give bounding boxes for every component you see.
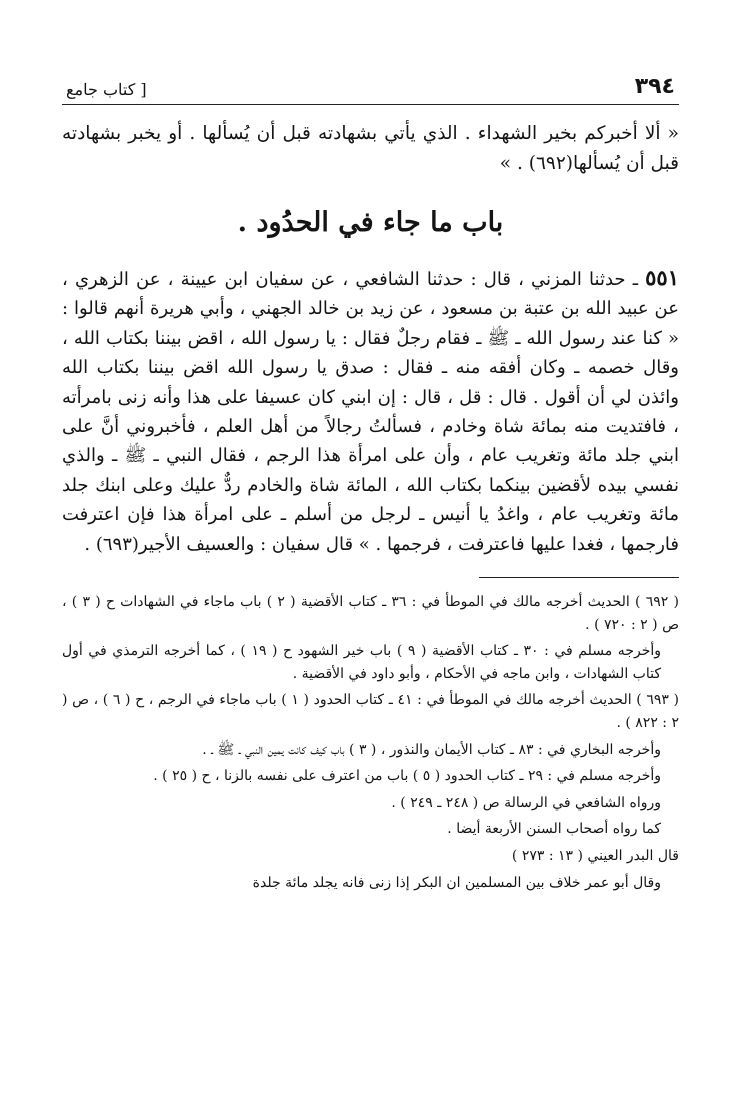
footnote-separator	[479, 577, 679, 578]
footnote-693-bukhari: وأخرجه البخاري في : ٨٣ ـ كتاب الأيمان والنذور ، ( ٣ ) باب كيف كانت يمين النبي ـ ﷺ ـ .	[202, 741, 661, 758]
footnote-693-abu-umar: وقال أبو عمر خلاف بين المسلمين ان البكر إذا زنى فانه يجلد مائة جلدة	[252, 874, 661, 891]
hadith-paragraph	[62, 263, 679, 559]
running-title: [ كتاب جامع	[66, 80, 147, 99]
chapter-heading: باب ما جاء في الحدُود .	[237, 207, 504, 238]
footnote-692-continuation: وأخرجه مسلم في : ٣٠ ـ كتاب الأقضية ( ٩ ) باب خير الشهود ح ( ١٩ ) ، كما أخرجه الترمذي في أول كتاب الشهادات ، وابن ماجه في الأحكام ، وأبو داود في الأقضية .	[62, 643, 661, 682]
footnote-693-muslim: وأخرجه مسلم في : ٢٩ ـ كتاب الحدود ( ٥ ) باب من اعترف على نفسه بالزنا ، ح ( ٢٥ ) .	[153, 768, 661, 785]
book-page	[62, 60, 679, 1040]
footnote-693-shafii: ورواه الشافعي في الرسالة ص ( ٢٤٨ ـ ٢٤٩ ) .	[391, 794, 661, 811]
page-number: ٣٩٤	[634, 74, 675, 99]
footnotes	[62, 591, 679, 894]
footnote-693-ayni: قال البدر العيني ( ١٣ : ٢٧٣ )	[511, 848, 679, 864]
footnote-693: ( ٦٩٣ ) الحديث أخرجه مالك في الموطأ في : ٤١ ـ كتاب الحدود ( ١ ) باب ماجاء في الرجم ، ح ( ٦ ) ، ص ( ٢ : ٨٢٢ ) .	[62, 692, 679, 732]
hadith-quote-continuation: « ألا أخبركم بخير الشهداء . الذي يأتي بشهادته قبل أن يُسألها . أو يخبر بشهادته قبل أن يُسألها(٦٩٢) . »	[62, 123, 679, 174]
page-header	[62, 60, 679, 105]
hadith-text: ـ حدثنا المزني ، قال : حدثنا الشافعي ، عن سفيان ابن عيينة ، عن الزهري ، عن عبيد الله بن عتبة بن مسعود ، عن زيد بن خالد الجهني ، وأبي هريرة أنهم قالوا : « كنا عند رسول الله ـ ﷺ ـ فقام رجلٌ فقال : يا رسول الله ، اقض بيننا بكتاب الله ، وقال خصمه ـ وكان أفقه منه ـ فقال : صدق يا رسول الله اقض بيننا بكتاب الله وائذن لي أن أقول . قال : قل ، قال : إن ابني كان عسيفا على هذا وأنه زنى بامرأته ، فافتديت منه بمائة شاة وخادم ، فسألتُ رجالاً من أهل العلم ، فأخبروني أنَّ على ابني جلد مائة وتغريب عام ، وأن على امرأة هذا الرجم ، فقال النبي ـ ﷺ ـ والذي نفسي بيده لأقضين بينكما بكتاب الله ، المائة شاة والخادم ردٌّ عليك وعلى ابنك جلد مائة وتغريب عام ، واغدُ يا أنيس ـ لرجل من أسلم ـ على امرأة هذا فإن اعترفت فارجمها ، فغدا عليها فاعترفت ، فرجمها . » قال سفيان : والعسيف الأجير(٦٩٣) .	[62, 269, 679, 555]
hadith-number: ٥٥١	[645, 265, 679, 290]
footnote-693-sunan: كما رواه أصحاب السنن الأربعة أيضا .	[447, 821, 661, 838]
footnote-692: ( ٦٩٢ ) الحديث أخرجه مالك في الموطأ في : ٣٦ ـ كتاب الأقضية ( ٢ ) باب ماجاء في الشهادات ح ( ٣ ) ، ص ( ٢ : ٧٢٠ ) .	[62, 594, 679, 633]
